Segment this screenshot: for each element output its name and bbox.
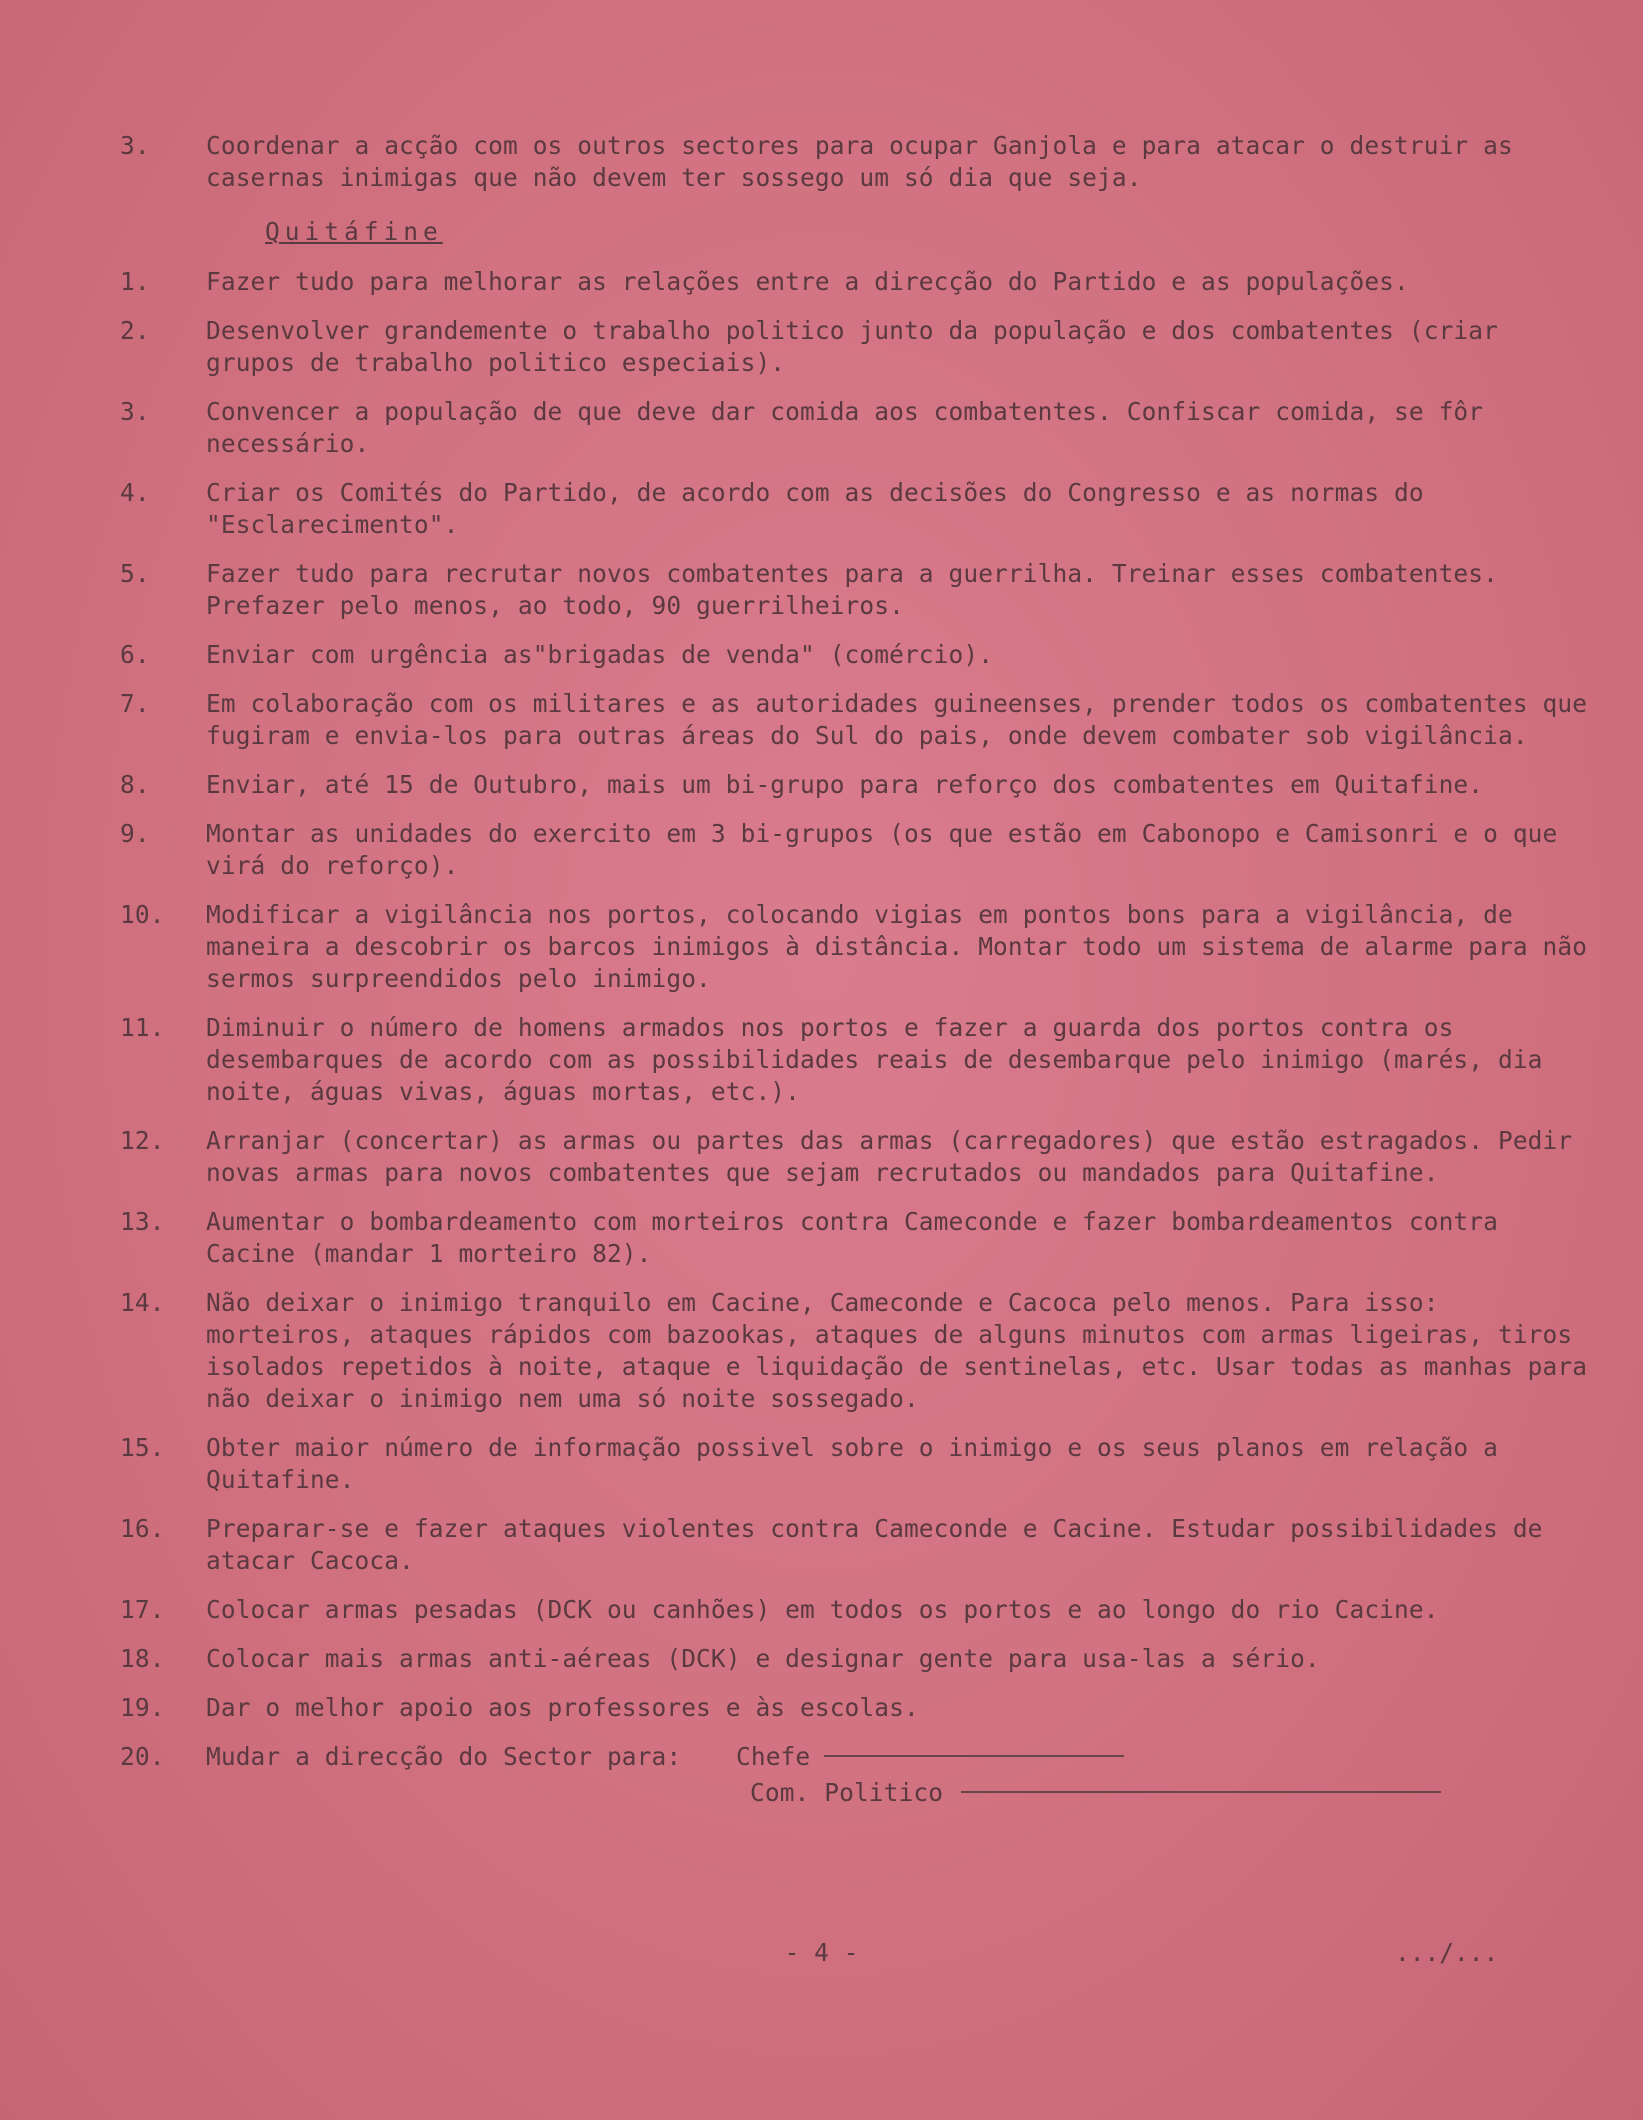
item-text: Em colaboração com os militares e as autoridades guineenses, prender todos os combatentes que fugiram e envia-los para outras áreas do Sul do pais, onde devem combater sob vigilância. xyxy=(206,689,1588,750)
list-item xyxy=(110,769,1590,801)
list-item xyxy=(110,1287,1590,1415)
list-item xyxy=(110,1513,1590,1577)
item-text: Obter maior número de informação possivel sobre o inimigo e os seus planos em relação a Quitafine. xyxy=(206,1433,1498,1494)
document-body xyxy=(110,130,1590,1809)
list-item xyxy=(110,1643,1590,1675)
item-text: Desenvolver grandemente o trabalho politico junto da população e dos combatentes (criar grupos de trabalho politico especiais). xyxy=(206,316,1498,377)
item-number: 3. xyxy=(120,397,150,426)
intro-item xyxy=(110,130,1590,194)
page-number: - 4 - xyxy=(784,1938,859,1967)
item-number: 8. xyxy=(120,770,150,799)
item-text: Aumentar o bombardeamento com morteiros contra Cameconde e fazer bombardeamentos contra Cacine (mandar 1 morteiro 82). xyxy=(206,1207,1498,1268)
list-item xyxy=(110,1594,1590,1626)
item-number: 19. xyxy=(120,1693,165,1722)
item-number: 20. xyxy=(120,1742,165,1771)
item-text: Diminuir o número de homens armados nos portos e fazer a guarda dos portos contra os desembarques de acordo com as possibilidades reais de desembarque pelo inimigo (marés, dia noite, águas vivas, águas mortas, etc.). xyxy=(206,1013,1543,1106)
item-number: 11. xyxy=(120,1013,165,1042)
item-text: Preparar-se e fazer ataques violentes contra Cameconde e Cacine. Estudar possibilidades de atacar Cacoca. xyxy=(206,1514,1543,1575)
item-number: 1. xyxy=(120,267,150,296)
item-text: Enviar com urgência as"brigadas de venda" (comércio). xyxy=(206,640,994,669)
list-item xyxy=(110,558,1590,622)
item-number: 9. xyxy=(120,819,150,848)
item-text: Criar os Comités do Partido, de acordo com as decisões do Congresso e as normas do "Esclarecimento". xyxy=(206,478,1424,539)
com-politico-line xyxy=(750,1777,1590,1809)
item-number: 13. xyxy=(120,1207,165,1236)
list-item xyxy=(110,899,1590,995)
item-number: 5. xyxy=(120,559,150,588)
list-item xyxy=(110,266,1590,298)
item-text: Enviar, até 15 de Outubro, mais um bi-grupo para reforço dos combatentes em Quitafine. xyxy=(206,770,1484,799)
item-number: 12. xyxy=(120,1126,165,1155)
list-item xyxy=(110,1692,1590,1724)
item-number: 4. xyxy=(120,478,150,507)
list-item xyxy=(110,688,1590,752)
item-text: Colocar armas pesadas (DCK ou canhões) em todos os portos e ao longo do rio Cacine. xyxy=(206,1595,1439,1624)
list-item xyxy=(110,315,1590,379)
com-politico-label: Com. Politico xyxy=(750,1778,944,1807)
item-text: Fazer tudo para melhorar as relações entre a direcção do Partido e as populações. xyxy=(206,267,1409,296)
chefe-signature-line xyxy=(824,1755,1124,1757)
item-number: 6. xyxy=(120,640,150,669)
item-text: Dar o melhor apoio aos professores e às escolas. xyxy=(206,1693,919,1722)
item-20 xyxy=(110,1741,1590,1773)
item-text: Fazer tudo para recrutar novos combatentes para a guerrilha. Treinar esses combatentes. Prefazer pelo menos, ao todo, 90 guerrilheiros. xyxy=(206,559,1498,620)
chefe-label: Chefe xyxy=(736,1742,811,1771)
item-text: Mudar a direcção do Sector para: xyxy=(206,1742,682,1771)
list-item xyxy=(110,1012,1590,1108)
item-text: Montar as unidades do exercito em 3 bi-grupos (os que estão em Cabonopo e Camisonri e o que virá do reforço). xyxy=(206,819,1558,880)
item-number: 2. xyxy=(120,316,150,345)
list-item xyxy=(110,1125,1590,1189)
item-number: 14. xyxy=(120,1288,165,1317)
com-politico-signature-line xyxy=(961,1791,1441,1793)
list-item xyxy=(110,396,1590,460)
item-text: Colocar mais armas anti-aéreas (DCK) e designar gente para usa-las a sério. xyxy=(206,1644,1320,1673)
list-item xyxy=(110,818,1590,882)
item-number: 7. xyxy=(120,689,150,718)
item-number: 15. xyxy=(120,1433,165,1462)
section-heading: Quitáfine xyxy=(265,217,443,246)
continued-marker: .../... xyxy=(1395,1938,1499,1967)
list-item xyxy=(110,1206,1590,1270)
item-number: 18. xyxy=(120,1644,165,1673)
item-number: 3. xyxy=(120,131,150,160)
item-text: Arranjar (concertar) as armas ou partes das armas (carregadores) que estão estragados. Pedir novas armas para novos combatentes que sejam recrutados ou mandados para Quitafine. xyxy=(206,1126,1573,1187)
items-list xyxy=(110,266,1590,1724)
chefe-line xyxy=(206,1741,1590,1773)
list-item xyxy=(110,1432,1590,1496)
item-text: Convencer a população de que deve dar comida aos combatentes. Confiscar comida, se fôr necessário. xyxy=(206,397,1484,458)
list-item xyxy=(110,477,1590,541)
item-number: 10. xyxy=(120,900,165,929)
item-text: Modificar a vigilância nos portos, colocando vigias em pontos bons para a vigilância, de maneira a descobrir os barcos inimigos à distância. Montar todo um sistema de alarme para não sermos surpreendidos pelo inimigo. xyxy=(206,900,1588,993)
item-text: Coordenar a acção com os outros sectores para ocupar Ganjola e para atacar o destruir as casernas inimigas que não devem ter sossego um só dia que seja. xyxy=(206,131,1513,192)
list-item xyxy=(110,639,1590,671)
item-text: Não deixar o inimigo tranquilo em Cacine, Cameconde e Cacoca pelo menos. Para isso: morteiros, ataques rápidos com bazookas, ataques de alguns minutos com armas ligeiras, tiros isolados repetidos à noite, ataque e liquidação de sentinelas, etc. Usar todas as manhas para não deixar o inimigo nem uma só noite sossegado. xyxy=(206,1288,1588,1413)
item-number: 17. xyxy=(120,1595,165,1624)
item-number: 16. xyxy=(120,1514,165,1543)
